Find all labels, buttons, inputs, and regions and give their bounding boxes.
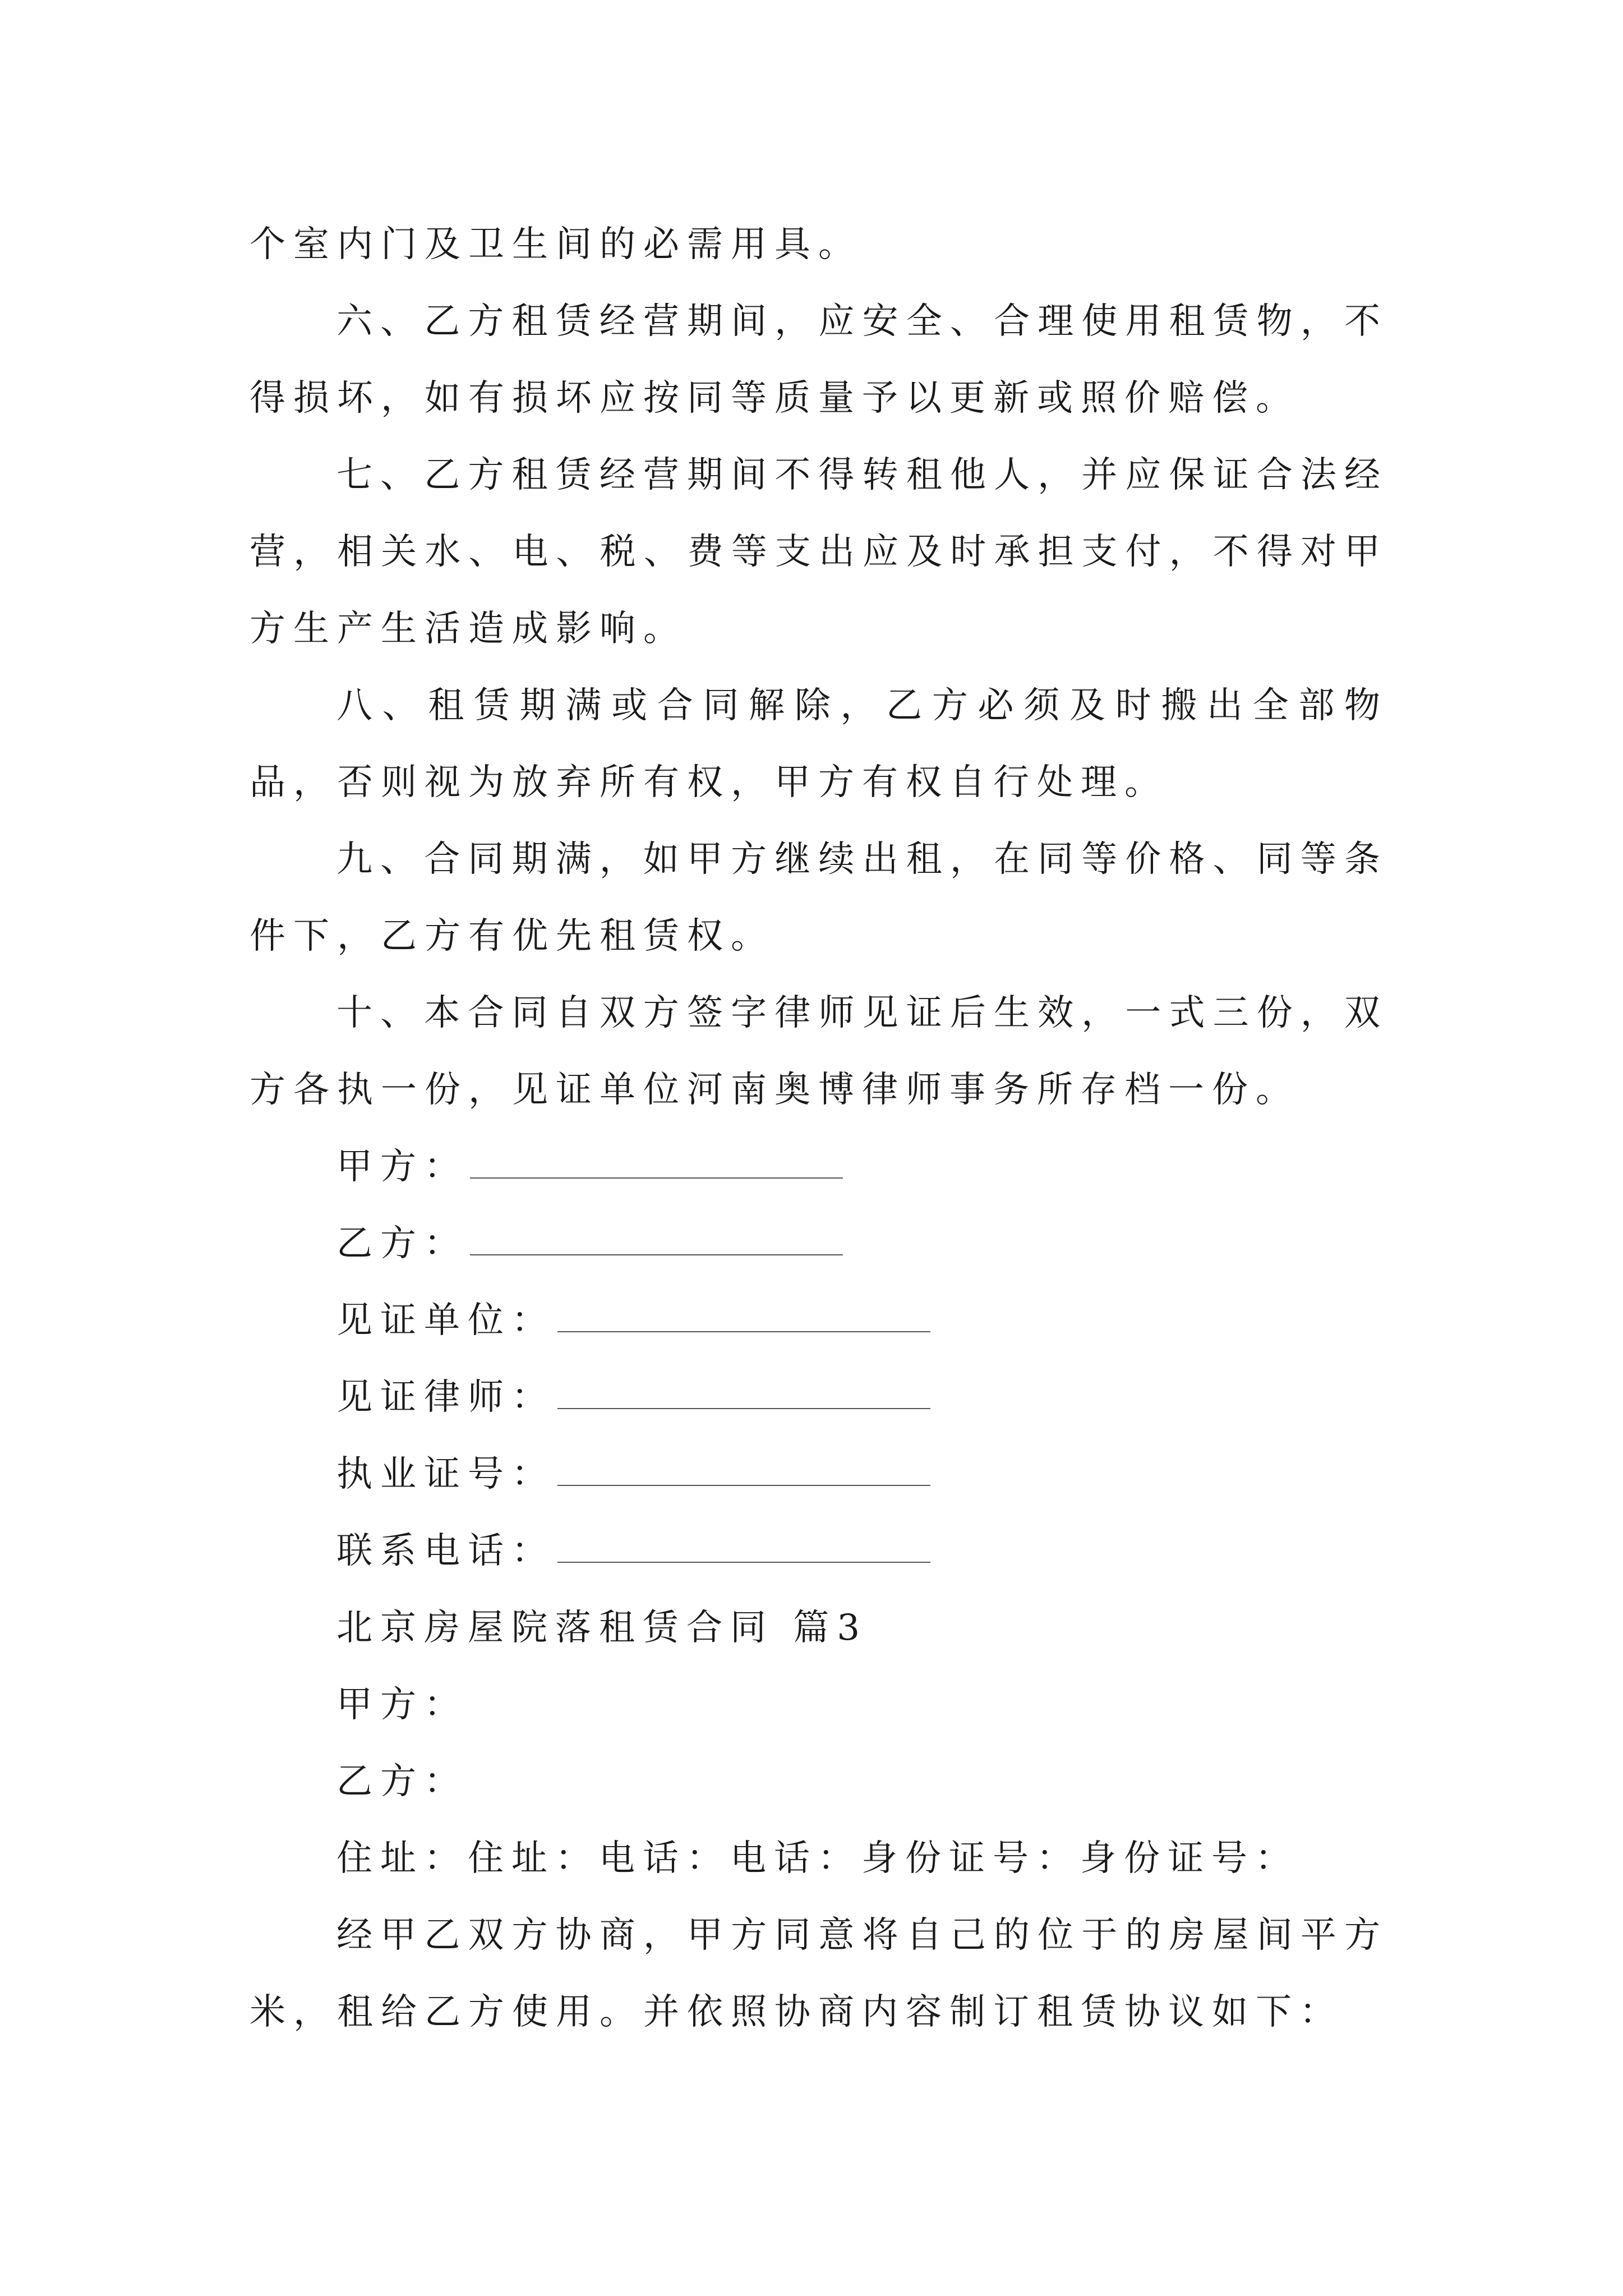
signature-blank-line bbox=[470, 1224, 843, 1255]
agreement-intro-paragraph: 经甲乙双方协商，甲方同意将自己的位于的房屋间平方米，租给乙方使用。并依照协商内容制订租赁协议如下： bbox=[250, 1915, 1388, 2033]
signature-label: 见证单位： bbox=[336, 1300, 555, 1341]
signature-blank-line bbox=[470, 1147, 843, 1179]
signature-label: 执业证号： bbox=[336, 1453, 555, 1495]
signature-label: 联系电话： bbox=[336, 1530, 555, 1572]
signature-blank-line bbox=[557, 1378, 930, 1409]
contact-details-line: 住址：住址：电话：电话：身份证号：身份证号： bbox=[336, 1838, 1299, 1879]
clause-7: 七、乙方租赁经营期间不得转租他人，并应保证合法经营，相关水、电、税、费等支出应及时承担支付，不得对甲方生产生活造成影响。 bbox=[250, 454, 1388, 650]
signature-label: 甲方： bbox=[336, 1146, 468, 1188]
clause-8: 八、租赁期满或合同解除，乙方必须及时搬出全部物品，否则视为放弃所有权，甲方有权自行处理。 bbox=[250, 685, 1388, 803]
signature-label: 见证律师： bbox=[336, 1377, 555, 1418]
clause-10: 十、本合同自双方签字律师见证后生效，一式三份，双方各执一份，见证单位河南奥博律师事务所存档一份。 bbox=[250, 992, 1388, 1111]
party-a-line: 甲方： bbox=[336, 1684, 468, 1726]
signature-label: 乙方： bbox=[336, 1223, 468, 1264]
signature-witness-unit bbox=[250, 1282, 1388, 1359]
signature-blank-line bbox=[557, 1531, 930, 1563]
paragraph-continuation: 个室内门及卫生间的必需用具。 bbox=[250, 224, 862, 265]
signature-party-a bbox=[250, 1129, 1388, 1205]
party-b-line: 乙方： bbox=[336, 1761, 468, 1802]
signature-party-b bbox=[250, 1205, 1388, 1282]
signature-contact-phone bbox=[250, 1513, 1388, 1590]
clause-9: 九、合同期满，如甲方继续出租，在同等价格、同等条件下，乙方有优先租赁权。 bbox=[250, 839, 1388, 957]
section-title: 北京房屋院落租赁合同 篇3 bbox=[336, 1607, 868, 1649]
document-body bbox=[250, 206, 1388, 2051]
signature-license-number bbox=[250, 1436, 1388, 1513]
signature-blank-line bbox=[557, 1301, 930, 1332]
clause-6: 六、乙方租赁经营期间，应安全、合理使用租赁物，不得损坏，如有损坏应按同等质量予以更新或照价赔偿。 bbox=[250, 301, 1388, 419]
signature-blank-line bbox=[557, 1455, 930, 1486]
signature-witness-lawyer bbox=[250, 1359, 1388, 1436]
